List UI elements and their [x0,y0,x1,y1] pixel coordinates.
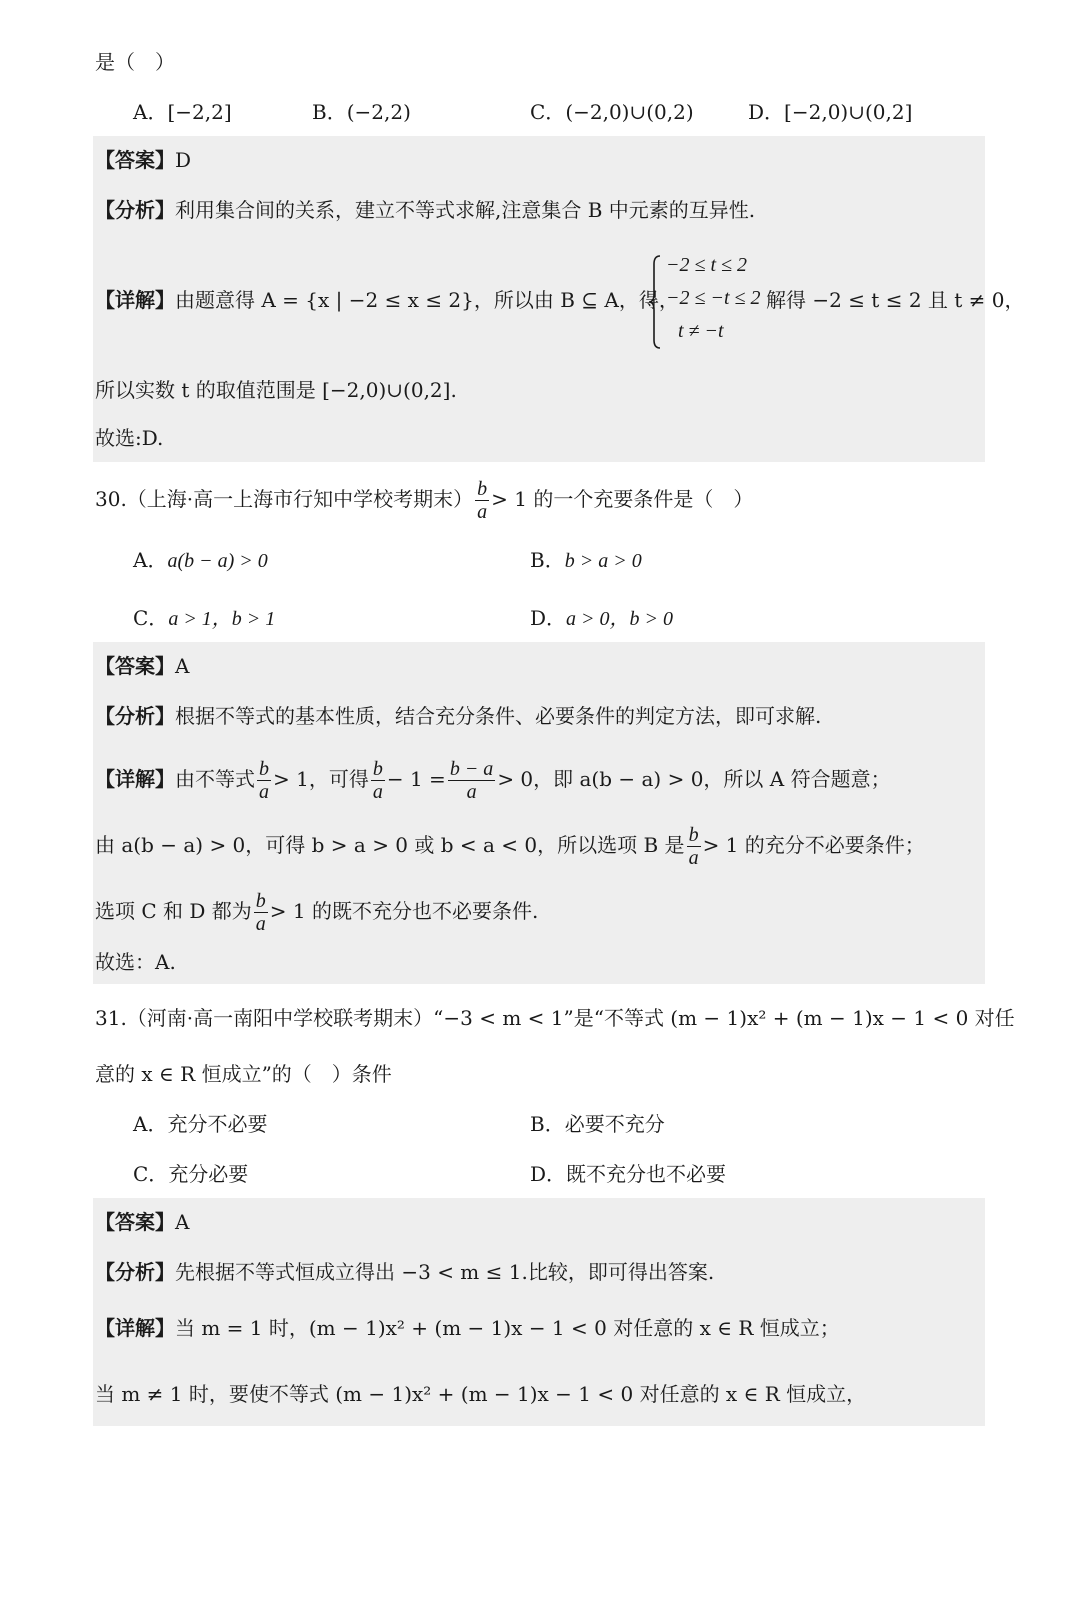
system-row-1: −2 ≤ t ≤ 2 [666,254,748,276]
fraction-b-over-a: $\frac{b}{a}$ [259,758,269,803]
fraction-b-over-a: $\frac{b}{a}$ [477,478,488,523]
fraction-b-minus-a-over-a: $\frac{b - a}{a}$ [449,758,494,803]
q30-option-a: A．a(b − a) > 0 [133,548,268,572]
detail-conclusion: 解得 −2 ≤ t ≤ 2 且 t ≠ 0， [766,288,1025,312]
question-stem-tail: 是（ ） [95,50,175,74]
option-d: D．[−2,0)∪(0,2] [748,100,913,124]
system-row-3: t ≠ −t [678,320,724,342]
q31-detail-line-1: 【详解】当 m = 1 时，(m − 1)x² + (m − 1)x − 1 < 0 对任意的 x ∈ R 恒成立； [95,1316,840,1340]
question-30-stem: 30.（上海·高一上海市行知中学校考期末） $\frac{b}{a}$ > 1 的一个充要条件是（ ） [95,478,754,523]
q31-option-a: A．充分不必要 [133,1112,268,1136]
q30-option-c: C．a > 1，b > 1 [133,606,276,630]
question-31-stem-1: 31.（河南·高一南阳中学校联考期末）“−3 < m < 1”是“不等式 (m − 1)x² + (m − 1)x − 1 < 0 对任 [95,1006,1015,1030]
detail-line: 【详解】由题意得 A = {x | −2 ≤ x ≤ 2}，所以由 B ⊆ A，得， [95,288,679,312]
q31-answer-line: 【答案】A [95,1210,190,1234]
q30-answer-line: 【答案】A [95,654,190,678]
range-line: 所以实数 t 的取值范围是 [−2,0)∪(0,2]. [95,378,457,402]
option-c: C．(−2,0)∪(0,2) [530,100,694,124]
q31-option-c: C．充分必要 [133,1162,249,1186]
q30-detail-line-3: 选项 C 和 D 都为 $\frac{b}{a}$ > 1 的既不充分也不必要条件. [95,890,539,935]
q30-option-d: D．a > 0，b > 0 [530,606,674,630]
analysis-line: 【分析】利用集合间的关系，建立不等式求解,注意集合 B 中元素的互异性. [95,198,756,222]
option-a: A．[−2,2] [133,100,232,124]
q30-choose-line: 故选：A. [95,950,176,974]
q31-analysis-line: 【分析】先根据不等式恒成立得出 −3 < m ≤ 1.比较，即可得出答案. [95,1260,715,1284]
q30-analysis-line: 【分析】根据不等式的基本性质，结合充分条件、必要条件的判定方法，即可求解. [95,704,822,728]
system-row-2: −2 ≤ −t ≤ 2 [666,287,761,309]
q30-detail-line-1: 【详解】由不等式 $\frac{b}{a}$ > 1，可得 $\frac{b}{a}$ − 1 = $\frac{b - a}{a}$ > 0，即 a(b − a) > 0，所以 A 符合题意； [95,758,891,803]
q30-detail-line-2: 由 a(b − a) > 0，可得 b > a > 0 或 b < a < 0，所以选项 B 是 $\frac{b}{a}$ > 1 的充分不必要条件； [95,824,925,869]
question-31-stem-2: 意的 x ∈ R 恒成立”的（ ）条件 [95,1062,392,1086]
answer-line: 【答案】D [95,148,192,172]
fraction-b-over-a: $\frac{b}{a}$ [688,824,699,869]
q31-detail-line-2: 当 m ≠ 1 时，要使不等式 (m − 1)x² + (m − 1)x − 1 < 0 对任意的 x ∈ R 恒成立， [95,1382,867,1406]
fraction-b-over-a: $\frac{b}{a}$ [255,890,266,935]
left-brace-icon [648,254,662,350]
choose-line: 故选:D. [95,426,164,450]
q31-option-d: D．既不充分也不必要 [530,1162,727,1186]
fraction-b-over-a: $\frac{b}{a}$ [372,758,383,803]
q30-option-b: B．b > a > 0 [530,548,642,572]
q31-option-b: B．必要不充分 [530,1112,665,1136]
option-b: B．(−2,2) [312,100,411,124]
